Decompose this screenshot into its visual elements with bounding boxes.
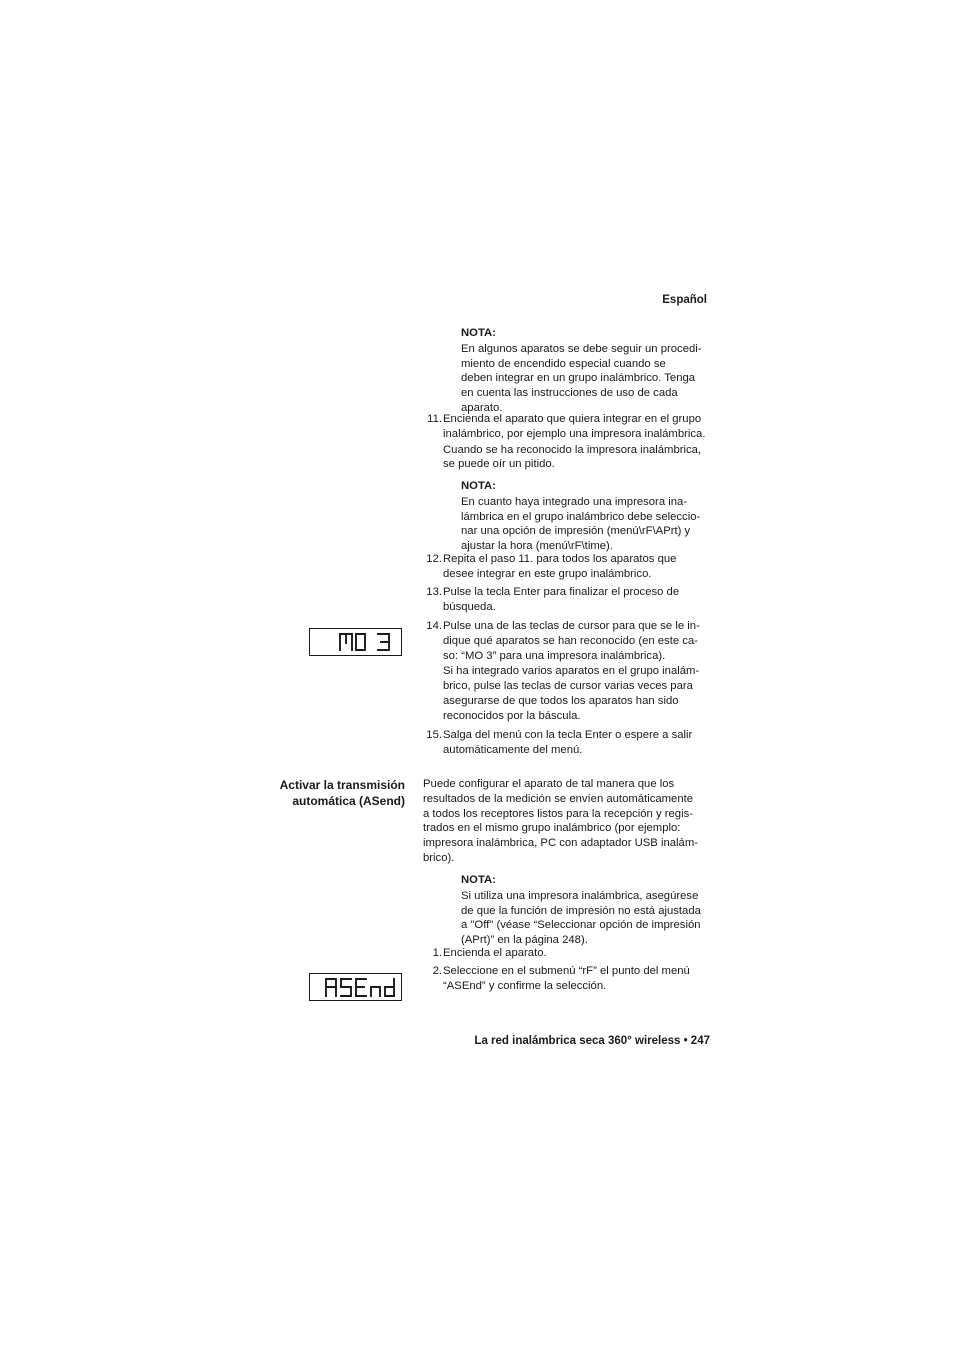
intro-line: impresora inalámbrica, PC con adaptador USB inalám- [423, 837, 699, 850]
step-line: se puede oír un pitido. [443, 458, 555, 471]
step-text [443, 964, 713, 994]
section-intro [423, 777, 713, 866]
step-text [443, 946, 713, 961]
note-line: aparato. [461, 401, 503, 414]
step-line: dique qué aparatos se han reconocido (en este ca- [443, 634, 698, 647]
step-text [443, 585, 713, 615]
step-number: 11. [427, 413, 442, 425]
intro-line: Puede configurar el aparato de tal manera que los [423, 778, 675, 790]
step-line: Si ha integrado varios aparatos en el grupo inalám- [443, 665, 700, 678]
note-line: de que la función de impresión no está ajustada [461, 904, 701, 917]
heading-line: Activar la transmisión [279, 778, 405, 792]
step-text [443, 552, 713, 582]
step-line: búsqueda. [443, 600, 496, 613]
step-line: Cuando se ha reconocido la impresora inalámbrica, [443, 443, 702, 456]
step-line: inalámbrico, por ejemplo una impresora inalámbrica. [443, 427, 706, 440]
note-text [461, 889, 713, 948]
intro-line: resultados de la medición se envíen automáticamente [423, 792, 694, 805]
note-title: NOTA: [461, 874, 496, 886]
list-item [423, 412, 713, 472]
note-line: ajustar la hora (menú\rF\time). [461, 540, 613, 553]
note-line: (APrt)” en la página 248). [461, 934, 588, 947]
step-line: Pulse una de las teclas de cursor para que se le in- [443, 620, 700, 632]
intro-line: brico). [423, 851, 455, 864]
note-line: En cuanto haya integrado una impresora ina- [461, 495, 688, 508]
note-box [461, 326, 713, 416]
note-box [461, 873, 713, 948]
step-text [443, 412, 713, 442]
list-item [423, 964, 713, 994]
note-line: deben integrar en un grupo inalámbrico. Tenga [461, 372, 696, 385]
step-line: Seleccione en el submenú “rF” el punto del menú [443, 965, 690, 977]
heading-line: automática (ASend) [292, 794, 405, 808]
lcd-display-mo3 [309, 628, 402, 656]
note-title: NOTA: [461, 327, 496, 339]
step-line: desee integrar en este grupo inalámbrico. [443, 567, 652, 580]
step-number: 15. [426, 729, 442, 741]
step-number: 12. [426, 553, 442, 565]
note-text [461, 342, 713, 416]
step-line: Pulse la tecla Enter para finalizar el proceso de [443, 586, 680, 598]
step-number: 2. [432, 965, 442, 977]
intro-line: a todos los receptores listos para la recepción y regis- [423, 807, 694, 820]
step-line: Salga del menú con la tecla Enter o espere a salir [443, 729, 693, 741]
list-item [423, 728, 713, 758]
page-footer: La red inalámbrica seca 360° wireless • 247 [474, 1035, 710, 1047]
step-line: “ASEnd” y confirme la selección. [443, 979, 607, 992]
step-text [443, 619, 713, 663]
list-item [423, 585, 713, 615]
note-line: Si utiliza una impresora inalámbrica, asegúrese [461, 889, 699, 902]
lcd-display-asend [309, 973, 402, 1001]
note-line: lámbrica en el grupo inalámbrico debe seleccio- [461, 510, 701, 523]
note-text [461, 495, 713, 554]
note-line: nar una opción de impresión (menú\rF\APrt) y [461, 525, 691, 538]
step-line: so: “MO 3” para una impresora inalámbrica). [443, 649, 666, 662]
step-line: Repita el paso 11. para todos los aparatos que [443, 553, 677, 565]
step-line: automáticamente del menú. [443, 743, 583, 756]
step-line: Encienda el aparato. [443, 947, 547, 959]
step-line: asegurarse de que todos los aparatos han sido [443, 694, 679, 707]
note-line: En algunos aparatos se debe seguir un procedi- [461, 342, 702, 355]
step-text [443, 664, 713, 723]
section-heading [230, 777, 405, 809]
step-number: 1. [432, 947, 442, 959]
step-text [443, 728, 713, 758]
step-number: 14. [426, 620, 442, 632]
intro-line: trados en el mismo grupo inalámbrico (por ejemplo: [423, 822, 681, 835]
language-label: Español [662, 294, 707, 306]
lcd-display-icon [310, 974, 401, 1000]
lcd-display-icon [310, 629, 401, 655]
list-item [423, 946, 713, 961]
step-line: reconocidos por la báscula. [443, 709, 581, 722]
note-line: en cuenta las instrucciones de uso de cada [461, 387, 678, 400]
note-line: a "Off" (véase “Seleccionar opción de impresión [461, 919, 701, 932]
step-line: Encienda el aparato que quiera integrar en el grupo [443, 413, 702, 425]
note-line: miento de encendido especial cuando se [461, 357, 666, 370]
note-box [461, 479, 713, 554]
list-item [423, 619, 713, 724]
step-line: brico, pulse las teclas de cursor varias veces para [443, 680, 693, 693]
step-text [443, 443, 713, 473]
step-number: 13. [426, 586, 442, 598]
list-item [423, 552, 713, 582]
note-title: NOTA: [461, 480, 496, 492]
